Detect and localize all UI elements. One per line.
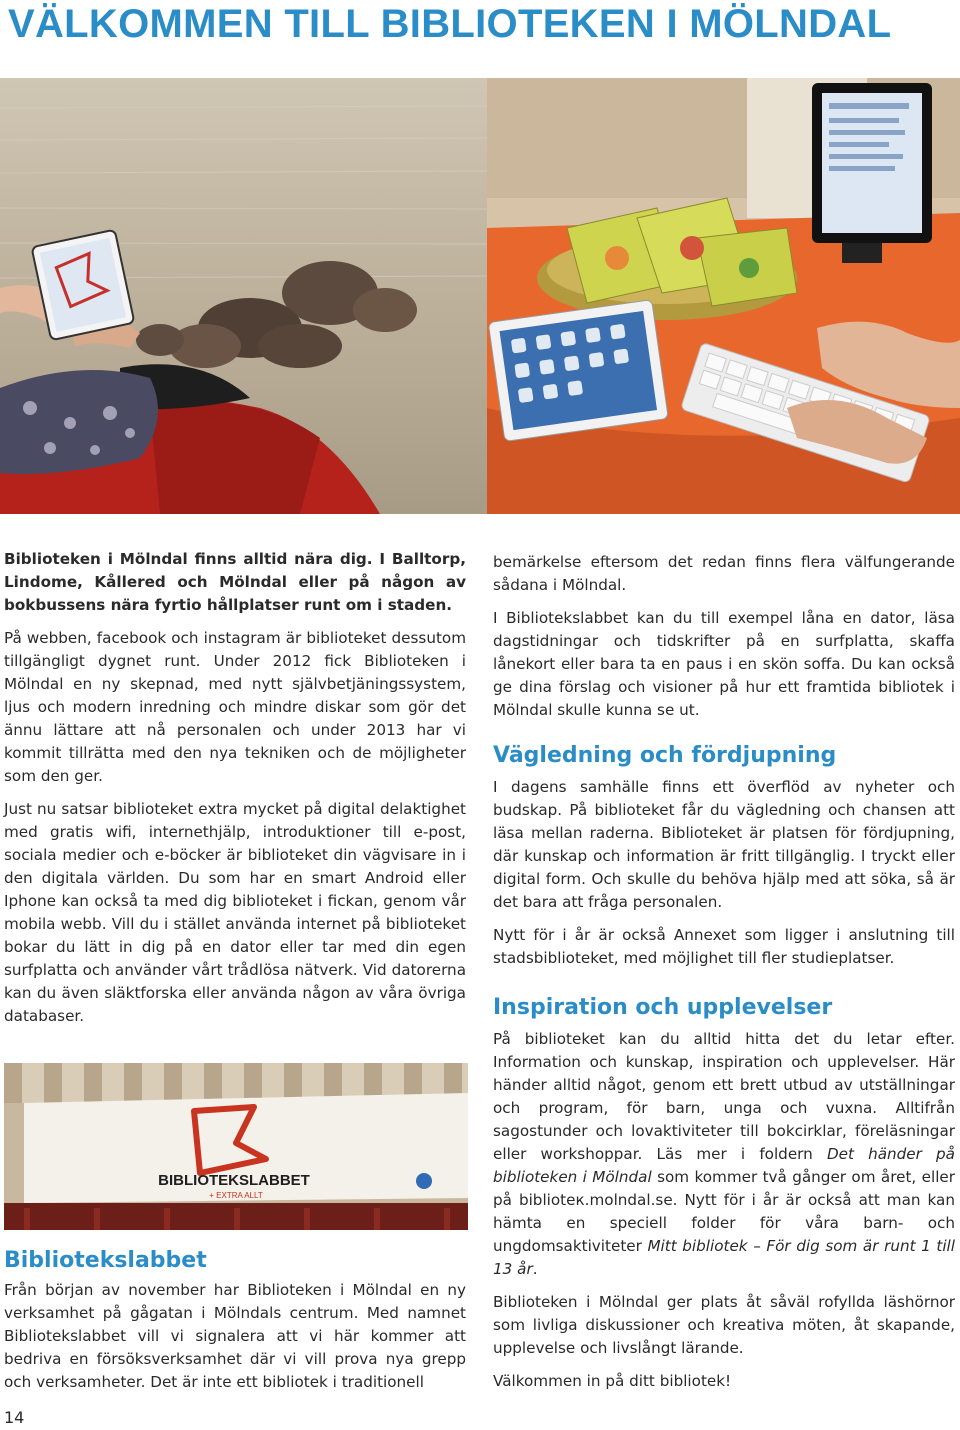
bibliotekslabbet-sign-photo: [4, 1063, 468, 1230]
body-paragraph: I dagens samhälle finns ett överflöd av nyheter och budskap. På biblioteket får du vägledning och chansen att läsa mellan raderna. Biblioteket är platsen för fördjupning, där kunskap och information är fritt tillgänglig. I tryckt eller digital form. Och skulle du behöva hjälp med att söka, så är det bara att fråga personalen.: [493, 778, 955, 911]
body-paragraph: [493, 1028, 955, 1281]
section-heading-bibliotekslabbet: Bibliotekslabbet: [4, 1248, 207, 1273]
bibliotekslabbet-section: [4, 1247, 466, 1394]
body-paragraph: Nytt för i år är också Annexet som ligger i anslutning till stadsbiblioteket, med möjlighet till fler studieplatser.: [493, 926, 955, 967]
page-title: VÄLKOMMEN TILL BIBLIOTEKEN I MÖLNDAL: [8, 2, 892, 46]
text-run: som kommer två gånger om året, eller på biblioteк.molndal.se. Nytt för i år är också att man kan hämta en speciell folder för våra barn- och ungdomsaktiviteter: [493, 1168, 955, 1255]
section-heading-inspiration: Inspiration och upplevelser: [493, 995, 833, 1020]
page-number: 14: [4, 1408, 25, 1427]
intro-paragraph: Biblioteken i Mölndal finns alltid nära dig. I Balltorp, Lindome, Kållered och Mölndal eller på någon av bokbussens nära fyrtio hållplatser runt om i staden.: [4, 550, 466, 614]
right-column: [493, 551, 955, 1393]
lake-photo: [0, 78, 487, 514]
body-paragraph: bemärkelse eftersom det redan finns flera välfungerande sådana i Mölndal.: [493, 553, 955, 594]
body-paragraph: Just nu satsar biblioteket extra mycket på digital delaktighet med gratis wifi, internethjälp, introduktioner till e-post, sociala medier och e-böcker är biblioteket din vägvisare in i den digitala världen. Du som har en smart Android eller Iphone kan också ta med dig biblioteket i fickan, genom vår mobila webb. Vill du i stället använda internet på biblioteket bokar du lätt in dig på en dator eller tar med din egen surfplatta och använder vårt trådlösa nätverk. Vid datorerna kan du även släktforska eller använda någon av våra övriga databaser.: [4, 800, 466, 1025]
closing-line: Välkommen in på ditt bibliotek!: [493, 1372, 732, 1390]
folder-title: Mitt bibliotek – För dig som är runt 1 till 13 år: [493, 1237, 955, 1278]
text-run: På biblioteket kan du alltid hitta det du letar efter. Information och kunskap, inspiration och upplevelser. Här händer alltid något, genom ett brett utbud av utställningar och program, för barn, unga och vuxna. Alltifrån sagostunder och lovaktiviteter till bokcirklar, föreläsningar eller workshoppar. Läs mer i foldern: [493, 1030, 955, 1163]
body-paragraph: I Bibliotekslabbet kan du till exempel låna en dator, läsa dagstidningar och tidskrifter på en surfplatta, skaffa lånekort eller bara ta en paus i en skön soffa. Du kan också ge dina förslag och visioner på hur ett framtida bibliotek i Mölndal skulle kunna se ut.: [493, 609, 955, 719]
sign-text: BIBLIOTEKSLABBET: [158, 1172, 310, 1189]
section-heading-vagledning: Vägledning och fördjupning: [493, 743, 837, 768]
sign-subtext: + EXTRA ALLT: [209, 1191, 263, 1200]
body-paragraph: På webben, facebook och instagram är biblioteket dessutom tillgängligt dygnet runt. Under 2012 fick Biblioteken i Mölndal en ny skepnad, med nytt självbetjäningssystem, ljus och modern inredning och mindre diskar som gör det ännu lättare att nå personalen och under 2013 har vi kommit tillrätta med den nya tekniken och de möjligheter som den ger.: [4, 629, 466, 785]
left-column: [4, 548, 466, 1028]
library-desk-photo: [487, 78, 960, 514]
body-paragraph: Från början av november har Biblioteken i Mölndal en ny verksamhet på gågatan i Mölndals centrum. Med namnet Bibliotekslabbet vill vi signalera att vi här kommer att bedriva en försöksverksamhet där vi vill prova nya grepp och verksamheter. Det är inte ett bibliotek i traditionell: [4, 1281, 466, 1391]
text-run: .: [532, 1260, 538, 1278]
body-paragraph: Biblioteken i Mölndal ger plats åt såväl rofyllda läshörnor som livliga diskussioner och kreativa möten, åt skapande, upplevelse och livslångt lärande.: [493, 1293, 955, 1357]
folder-title: Det händer på biblioteken i Mölndal: [493, 1145, 955, 1186]
